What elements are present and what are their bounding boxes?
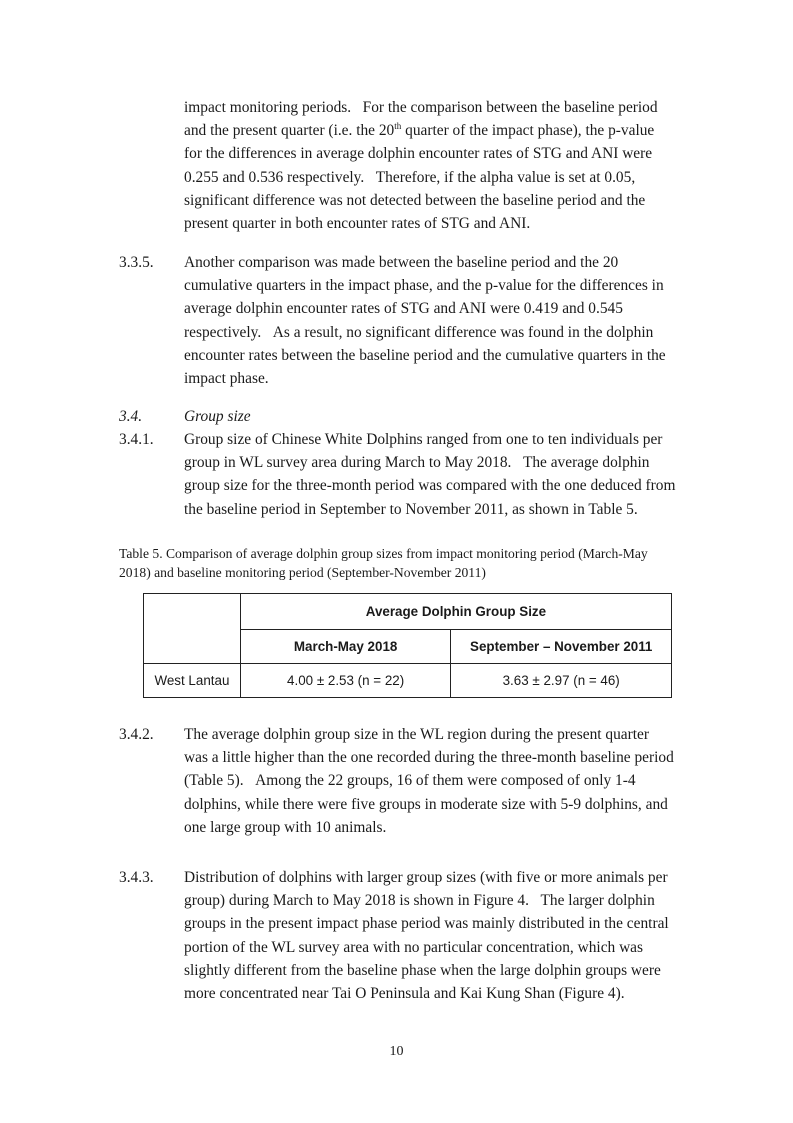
table-corner-cell	[144, 594, 241, 664]
text-line: group size for the three-month period was compared with the one deduced from	[184, 477, 676, 495]
text-line: encounter rates between the baseline period and the cumulative quarters in the	[184, 346, 666, 364]
table-column-header: March-May 2018	[240, 630, 451, 664]
group-size-table	[143, 593, 672, 698]
table-row-label: West Lantau	[144, 664, 241, 698]
text-line: dolphins, while there were five groups in moderate size with 5-9 dolphins, and	[184, 795, 668, 813]
paragraph-continuation	[184, 96, 714, 235]
text-line: Distribution of dolphins with larger group sizes (with five or more animals per	[184, 869, 668, 886]
text-line: Group size of Chinese White Dolphins ranged from one to ten individuals per	[184, 431, 663, 448]
section-number-3-4-2: 3.4.2.	[119, 726, 154, 743]
text-line: significant difference was not detected between the baseline period and the	[184, 191, 646, 209]
caption-line: Table 5. Comparison of average dolphin group sizes from impact monitoring period (March-May	[119, 546, 648, 561]
section-number-3-3-5: 3.3.5.	[119, 254, 154, 271]
text-line: 0.255 and 0.536 respectively. Therefore, if the alpha value is set at 0.05,	[184, 168, 636, 186]
superscript: th	[394, 121, 402, 132]
text-line: cumulative quarters in the impact phase, and the p-value for the differences in	[184, 277, 664, 295]
text-line: The average dolphin group size in the WL region during the present quarter	[184, 726, 649, 743]
text-line: present quarter in both encounter rates of STG and ANI.	[184, 215, 531, 233]
table-cell: 3.63 ± 2.97 (n = 46)	[451, 664, 672, 698]
section-number-3-4-1: 3.4.1.	[119, 431, 154, 448]
text-line: average dolphin encounter rates of STG and ANI were 0.419 and 0.545	[184, 300, 623, 318]
text-line: groups in the present impact phase period was mainly distributed in the central	[184, 915, 669, 933]
text-line: respectively. As a result, no significant difference was found in the dolphin	[184, 323, 654, 341]
text-line: Another comparison was made between the baseline period and the 20	[184, 254, 619, 271]
text-line: and the present quarter (i.e. the 20th quarter of the impact phase), the p-value	[184, 121, 655, 140]
text-line: for the differences in average dolphin encounter rates of STG and ANI were	[184, 145, 653, 163]
paragraph-3-3-5	[184, 251, 714, 390]
text-line: one large group with 10 animals.	[184, 818, 387, 836]
text-line: group) during March to May 2018 is shown in Figure 4. The larger dolphin	[184, 892, 655, 910]
table-cell: 4.00 ± 2.53 (n = 22)	[240, 664, 451, 698]
text-line: (Table 5). Among the 22 groups, 16 of them were composed of only 1-4	[184, 772, 636, 790]
section-number-3-4-3: 3.4.3.	[119, 869, 154, 886]
paragraph-3-4-1	[184, 428, 714, 521]
paragraph-3-4-3	[184, 866, 714, 1005]
text-line: portion of the WL survey area with no particular concentration, which was	[184, 938, 643, 956]
table-group-header: Average Dolphin Group Size	[240, 594, 671, 630]
text-line: group in WL survey area during March to May 2018. The average dolphin	[184, 454, 650, 472]
caption-line: 2018) and baseline monitoring period (September-November 2011)	[119, 564, 486, 580]
paragraph-3-4-2	[184, 723, 714, 839]
text-line: was a little higher than the one recorded during the three-month baseline period	[184, 749, 674, 767]
text-line: impact monitoring periods. For the comparison between the baseline period	[184, 99, 658, 116]
text-line: the baseline period in September to November 2011, as shown in Table 5.	[184, 500, 638, 518]
table-row	[144, 664, 672, 698]
text-line: impact phase.	[184, 370, 269, 388]
text-line: slightly different from the baseline phase when the large dolphin groups were	[184, 961, 661, 979]
table-caption	[119, 545, 709, 582]
table-column-header: September – November 2011	[451, 630, 672, 664]
section-number-3-4: 3.4.	[119, 408, 143, 425]
text-line: more concentrated near Tai O Peninsula and Kai Kung Shan (Figure 4).	[184, 985, 625, 1003]
page-number: 10	[389, 1044, 404, 1059]
section-heading-group-size: Group size	[184, 408, 251, 425]
